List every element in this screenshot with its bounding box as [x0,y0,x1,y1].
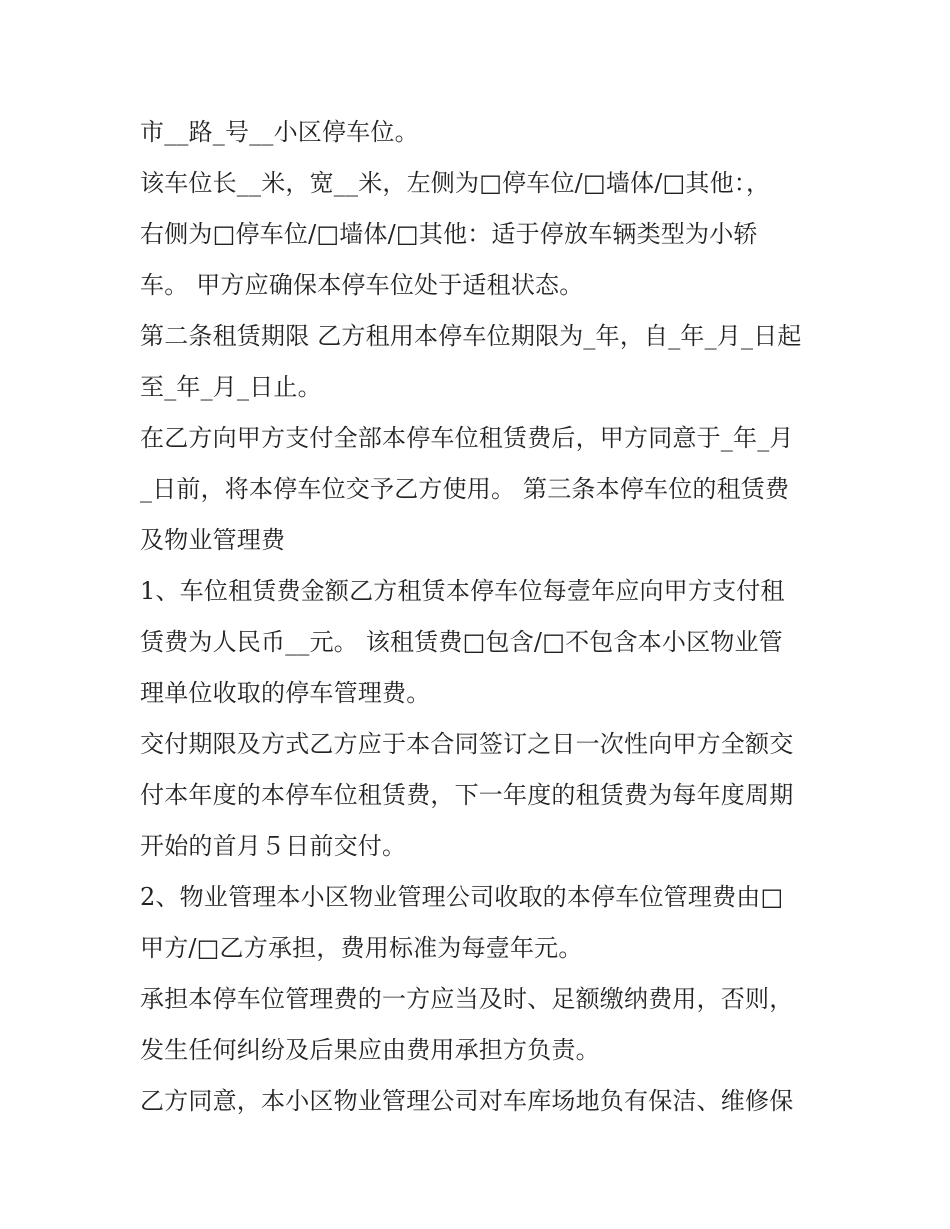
text-line: 该车位长__米，宽__米，左侧为□停车位/□墙体/□其他：， [140,169,771,197]
text-line: 1、车位租赁费金额乙方租赁本停车位每壹年应向甲方支付租 [140,577,785,605]
text-line: 交付期限及方式乙方应于本合同签订之日一次性向甲方全额交 [140,730,794,758]
text-line: 付本年度的本停车位租赁费，下一年度的租赁费为每年度周期 [140,781,794,809]
text-line: 车。 甲方应确保本停车位处于适租状态。 [140,271,584,299]
text-line: 在乙方向甲方支付全部本停车位租赁费后，甲方同意于_年_月 [140,424,794,452]
text-line: _日前，将本停车位交予乙方使用。 第三条本停车位的租赁费 [140,475,790,503]
text-line: 及物业管理费 [140,526,286,554]
text-line: 第二条租赁期限 乙方租用本停车位期限为_年，自_年_月_日起 [140,322,802,350]
text-line: 2、物业管理本小区物业管理公司收取的本停车位管理费由□ [140,883,784,911]
text-line: 承担本停车位管理费的一方应当及时、足额缴纳费用，否则， [140,985,794,1013]
document-body [140,107,820,1127]
text-line: 至_年_月_日止。 [140,373,322,401]
text-line: 开始的首月５日前交付。 [140,832,407,860]
text-line: 乙方同意，本小区物业管理公司对车库场地负有保洁、维修保 [140,1087,794,1115]
text-line: 理单位收取的停车管理费。 [140,679,431,707]
text-line: 甲方/□乙方承担，费用标准为每壹年元。 [140,934,583,962]
text-line: 赁费为人民币__元。 该租赁费□包含/□不包含本小区物业管 [140,628,783,656]
text-line: 右侧为□停车位/□墙体/□其他：适于停放车辆类型为小轿 [140,220,758,248]
text-line: 发生任何纠纷及后果应由费用承担方负责。 [140,1036,600,1064]
text-line: 市__路_号__小区停车位。 [140,118,419,146]
